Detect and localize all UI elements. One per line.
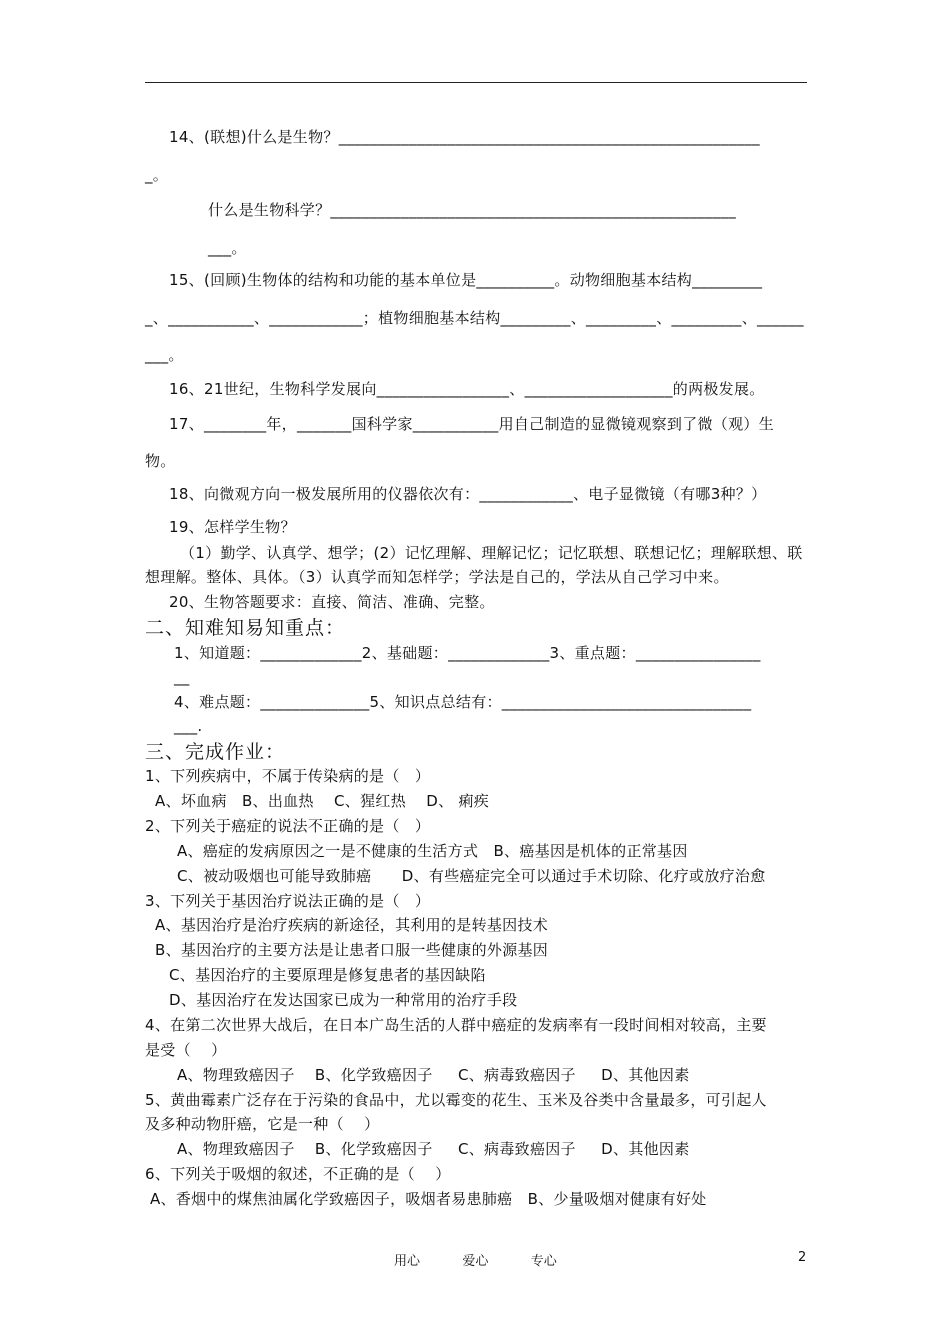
hw-q6: 6、下列关于吸烟的叙述，不正确的是（ ） [145, 1165, 451, 1183]
q14-line-cont: _。 [145, 166, 169, 184]
q19-answer-line: （1）勤学、认真学、想学；(2）记忆理解、理解记忆；记忆联想、联想记忆；理解联想、联 [180, 544, 803, 562]
hw-q3: 3、下列关于基因治疗说法正确的是（ ） [145, 892, 431, 910]
hw-q1-options: A、坏血病 B、出血热 C、猩红热 D、 痢疾 [155, 792, 490, 810]
key-points-line-2: 4、难点题：______________5、知识点总结有：________________________________ [174, 693, 752, 711]
hw-q5-options: A、物理致癌因子 B、化学致癌因子 C、病毒致癌因子 D、其他因素 [177, 1140, 690, 1158]
hw-q3-option-b: B、基因治疗的主要方法是让患者口服一些健康的外源基因 [155, 941, 549, 959]
hw-q4-cont: 是受（ ） [145, 1041, 227, 1059]
page-number: 2 [798, 1250, 807, 1265]
key-points-line-cont: __ [174, 668, 190, 686]
hw-q5-cont: 及多种动物肝癌，它是一种（ ） [145, 1115, 380, 1133]
q19-answer-line-2: 想理解。整体、具体。（3）认真学而知怎样学；学法是自己的，学法从自己学习中来。 [145, 568, 729, 586]
hw-q3-option-a: A、基因治疗是治疗疾病的新途径，其利用的是转基因技术 [155, 916, 549, 934]
footer-motto: 用心 爱心 专心 [394, 1254, 557, 1269]
q15-line: 15、(回顾)生物体的结构和功能的基本单位是__________。动物细胞基本结构_________ [169, 271, 763, 289]
q16-line: 16、21世纪，生物科学发展向_________________、___________________的两极发展。 [169, 380, 765, 398]
q14-sub-line-cont: ___。 [208, 239, 247, 257]
hw-q2-options-cd: C、被动吸烟也可能导致肺癌 D、有些癌症完全可以通过手术切除、化疗或放疗治愈 [177, 867, 766, 885]
hw-q5: 5、黄曲霉素广泛存在于污染的食品中，尤以霉变的花生、玉米及谷类中含量最多，可引起人 [145, 1091, 767, 1109]
hw-q6-options: A、香烟中的煤焦油属化学致癌因子，吸烟者易患肺癌 B、少量吸烟对健康有好处 [150, 1190, 707, 1208]
section-heading-key-points: 二、知难知易知重点： [145, 617, 346, 639]
hw-q2-options-ab: A、癌症的发病原因之一是不健康的生活方式 B、癌基因是机体的正常基因 [177, 842, 688, 860]
q18-line: 18、向微观方向一极发展所用的仪器依次有：____________、电子显微镜（有哪3种？） [169, 485, 767, 503]
q15-line-3: ___。 [145, 346, 184, 364]
hw-q3-option-c: C、基因治疗的主要原理是修复患者的基因缺陷 [169, 966, 486, 984]
section-heading-homework: 三、完成作业： [145, 741, 286, 763]
hw-q1: 1、下列疾病中，不属于传染病的是（ ） [145, 767, 431, 785]
q15-line-2: _、___________、____________；植物细胞基本结构_________、_________、_________、______ [145, 309, 804, 327]
q17-line-cont: 物。 [145, 452, 176, 470]
q20-line: 20、生物答题要求：直接、简洁、准确、完整。 [169, 593, 495, 611]
hw-q2: 2、下列关于癌症的说法不正确的是（ ） [145, 817, 431, 835]
header-rule [145, 82, 807, 83]
hw-q4: 4、在第二次世界大战后，在日本广岛生活的人群中癌症的发病率有一段时间相对较高，主要 [145, 1016, 767, 1034]
hw-q3-option-d: D、基因治疗在发达国家已成为一种常用的治疗手段 [169, 991, 518, 1009]
key-points-line-2-cont: ___. [174, 717, 203, 735]
key-points-line: 1、知道题：_____________2、基础题：_____________3、重点题：________________ [174, 644, 761, 662]
hw-q4-options: A、物理致癌因子 B、化学致癌因子 C、病毒致癌因子 D、其他因素 [177, 1066, 690, 1084]
q14-line: 14、(联想)什么是生物？______________________________________________________ [169, 128, 760, 146]
q17-line: 17、________年，_______国科学家___________用自己制造的显微镜观察到了微（观）生 [169, 415, 774, 433]
q14-sub-line: 什么是生物科学？____________________________________________________ [208, 201, 737, 219]
q19-line: 19、怎样学生物？ [169, 518, 296, 536]
